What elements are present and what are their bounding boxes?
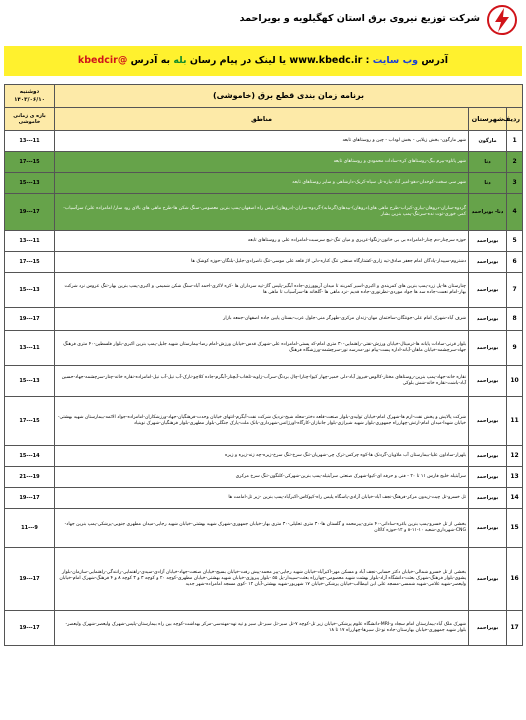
row-number: 3 — [507, 173, 523, 194]
page-header — [0, 0, 526, 38]
row-city: بویراحمد — [469, 308, 507, 331]
row-time: 15---13 — [5, 366, 55, 397]
row-areas: گردوه-ساران-دروهان-بیاری-کیزاب-طرح ماهی های(دروهان)-بیدهای(گرمابه)-گردوه-ساران-(دروهان)-پلیس راه اصفهان-پمپ بنزین معصومی-سنگ شکن ها-طرح ماهی های بالای رود سار/ امامزاده علی/ سرآسیاب-کمی خوری-توت نده-سرتنگ-پمپ بنزین بشار — [55, 194, 469, 231]
row-time: 19---17 — [5, 488, 55, 509]
date-cell — [5, 85, 55, 108]
row-number: 4 — [507, 194, 523, 231]
row-city: بویراحمد — [469, 252, 507, 273]
row-number: 6 — [507, 252, 523, 273]
table-row — [5, 273, 523, 308]
row-areas: شهر سی سخت-کوخدان-دهو-امیر آباد-بیاره-تل سیاه-کریک-دارشاهی و سایر روستاهای تابعه — [55, 173, 469, 194]
row-number: 11 — [507, 397, 523, 446]
row-city: دنا — [469, 173, 507, 194]
row-city: بویراحمد — [469, 273, 507, 308]
banner-colon: : — [365, 55, 370, 66]
row-time: 11---9 — [5, 509, 55, 548]
row-areas: چنارستان ها-پل زرد-پمپ بنزین های کمربندی و اکبری-اسیر کمربند تا میدان آرپوورزی-جاده آبگیر-پلیس گاز-تپه سرداران ها -کره لاکری-احمد آباد-سنگ شکن شمیمی و اکبری-پمپ بنزین بهار-تنگ عروس نزد شرکت بهار-امام نعمت-جاده سد ها جواد موردی-نظرنوری-جاده قدیم -نزد ماهی ها -گلخانه ها-سرآسیاب تا ماهی ها — [55, 273, 469, 308]
row-number: 16 — [507, 548, 523, 611]
row-city: بویراحمد — [469, 397, 507, 446]
row-number: 2 — [507, 152, 523, 173]
row-areas: تل خسرو-تل چیت-زیدون مرکز-فرهنگ-نجف آباد-خیابان آزادی-پاسگاه پلیس راه-کیوکاس-اکبرآباد-پمپ بنزین -زیر تل-امامت ها — [55, 488, 469, 509]
company-name: شرکت توزیع نیروی برق استان کهگیلویه و بویراحمد — [239, 13, 480, 24]
row-areas: دشتروم-سپیدار-پادگان امام جعفر صادق-تیه زاری-کشتارگاه صنعتی تنگ کناره-دلی لاژ قلعه علی موسی-تنگ ناصرادی-جلیل-بلنگان-حوزه کوشک ها — [55, 252, 469, 273]
row-city: بویراحمد — [469, 446, 507, 467]
row-city: بویراحمد — [469, 611, 507, 646]
row-time: 17---15 — [5, 152, 55, 173]
table-row — [5, 152, 523, 173]
header-areas: مناطق — [55, 108, 469, 131]
table-row — [5, 331, 523, 366]
row-areas: حوزه سرچنار-دم چنار-امامزاده بی بی خاتون-زنگوا-عزیزی و میان تنگ-نیچ سرسبت-امامزاده علی و روستاهای تابعه — [55, 231, 469, 252]
row-time: 15---13 — [5, 173, 55, 194]
row-time: 19---17 — [5, 194, 55, 231]
table-row — [5, 231, 523, 252]
date-value: ۱۴۰۳/۰۶/۱۰ — [14, 97, 45, 103]
row-time: 21---19 — [5, 467, 55, 488]
row-areas: بخشی از تل خسرو-پمپ بنزین باغره-ساداتی-۴۰ متری-پیرمحمد و گلستان ها-۳۰ متری تحلیلی-۳۰ متری بهار-خیابان جمهوری-شهرک شهید بهشتی-خیابان شهید رجایی-میدان مطهری جنوبی-پزشکی-پمپ بنزین جهاد-CNG-شهرداری-شعبه ۱۰-۱۱-۸ و ۱۲-حوزه کاکان — [55, 509, 469, 548]
header-city: شهرستان — [469, 108, 507, 131]
row-time: 17---15 — [5, 397, 55, 446]
row-number: 15 — [507, 509, 523, 548]
table-row — [5, 548, 523, 611]
table-title: برنامه زمان بندی قطع برق (خاموشی) — [55, 85, 523, 108]
row-city: بویراحمد — [469, 467, 507, 488]
row-time: 19---17 — [5, 548, 55, 611]
row-areas: بلوار قرنی-سادات پایانه ها-ترمینال-خیابان ورزش-نفتی-راهنمایی-۳۰ متری امام-کد پستی-امامزاده علی-شهرک قدس-خیابان ورزش-امام رضا-بیمارستان شهید جلیل-پمپ بنزین اکبری-بلوار فلسطین-۴۰ متری فرهنگ جهاد-سرچشمه-خیابان ماهان-آبانه-اداره پست-پیام نور-مدرسه نور-سرچشمه-ورزشگاه فرهنگ — [55, 331, 469, 366]
table-row — [5, 131, 523, 152]
row-time: 17---15 — [5, 252, 55, 273]
table-row — [5, 397, 523, 446]
row-city: بویراحمد — [469, 488, 507, 509]
row-number: 1 — [507, 131, 523, 152]
header-time: بازه ی زمانی خاموشی — [5, 108, 55, 131]
website-url-link[interactable]: www.kbedc.ir — [289, 55, 363, 66]
table-row — [5, 308, 523, 331]
row-time: 13---11 — [5, 231, 55, 252]
row-city: دنا — [469, 152, 507, 173]
row-number: 13 — [507, 467, 523, 488]
row-city: مارگون — [469, 131, 507, 152]
row-areas: بلهزار-ساداون علیا-بیمارستان آب ملاویان-گردنک ها-کوه چرکس-ترک چی-شهریان-تنگ سرخ-تنگ سرخ-زیره-چه زنه-زیره و زیره — [55, 446, 469, 467]
row-areas: نقاره خانه-جهاد-پمپ بنزین-روستاهای مختار-کالوس-فیروز آباد-دلی خمیر-چهار کیوا-چنارا-چال بردنگ-سرآب-زاویه-تلخاب-آبچنار-آبگرم-جاده کلاچو-نارک-آب نیل-آب نیل-امامزاده-نقاره خانه-چنار-سرچشمه-جهاد-حسین آباد-باشت-نقاره خانه-شش بلوکی — [55, 366, 469, 397]
row-areas: شرکت پالایش و پخش نفت-ارم ها-شهرک امام-خیابان تولیدی-بلوار صنعت-قلعه دختر-محله شیخ-نزدیک شرکت نفت-آبگرم-انتهای خیابان وحدت-فرهنگیان-جهاد-ورزشکاران-امامزاده-جواد الائمه-بیمارستان شهید بهشتی-خیابان شهدا-میدان امام-ارتش-چهارراه جمهوری-بلوار شهید شیرازی-بلوار جانبازان-کارگاه-اورژانس-شهرداری-بانک ملت-پارک جنگلی-بلوار مطهری-بلوار فرهنگیان-شهرک نوبنیاد — [55, 397, 469, 446]
header-no: ردیف — [507, 108, 523, 131]
row-time: 19---17 — [5, 611, 55, 646]
outage-schedule-table — [4, 84, 523, 646]
messenger-handle-link[interactable]: @kbedcir — [77, 55, 128, 66]
row-city: بویراحمد — [469, 548, 507, 611]
row-number: 8 — [507, 308, 523, 331]
row-number: 17 — [507, 611, 523, 646]
table-row — [5, 509, 523, 548]
lightning-logo-icon — [486, 4, 518, 36]
address-banner — [4, 46, 522, 76]
banner-suffix: به آدرس — [130, 55, 171, 66]
column-header-row — [5, 108, 523, 131]
table-row — [5, 446, 523, 467]
table-row — [5, 488, 523, 509]
table-row — [5, 611, 523, 646]
table-row — [5, 366, 523, 397]
row-areas: بخشی از تل خسرو شمالی-خیابان دکتر حسابی-نجف آباد و مسکن مهر-اکبرآباد-خیابان شهید رجایی-پیر محمد-پیش رفت-خیابان بسیج-خیابان صنعت-جهاد-خیابان آزادی-سیدی-راهنمایی-رانندگی-راهنمایی-سازمان-بلوار پشوی-بلوار فرهنگ-شهرک بعثت-دانشگاه آزاد-بلوار بهشت شهید معصومی-چهارراه بعثت-سپیدار-پل ۵۵ -بلوار پیروزی-خیابان شهید بهشتی-خیابان مطهری-کوچه ۲۰ و کوچه ۳ و ۳ کوچه ۸ و ۴ فرهنگ-شهرک امام-خیابان ولیعصر-شهید غلامی-شهید شمسی-مسجد علی ابن ابیطالب-خیابان پزشکی-خیابان ۱۷ شهریور-شهید بهشتی-آبان ۱۲ -کوی مسجد امامزاده-شهر جدید — [55, 548, 469, 611]
row-number: 7 — [507, 273, 523, 308]
banner-app-name: بله — [173, 55, 187, 66]
table-row — [5, 194, 523, 231]
row-areas: سرآبتیله خلیج فارس ۱۱ تا ۲۰ - فنی و حرفه ای-کیوا-شهرک صنعتی سرآبتیله-پمپ بنزین-شهرکی-کلنگون-تنگ سرخ مرکزی — [55, 467, 469, 488]
row-time: 15---13 — [5, 273, 55, 308]
row-city: بویراحمد — [469, 366, 507, 397]
row-time: 13---11 — [5, 131, 55, 152]
row-areas: شرف آباد-شهرک امام علی-جونتگان-ساختمان مهان-زندان مرکزی-طهرگر منی-جلول عرب-بستان پایین جاده اصفهان-جمعه بازار — [55, 308, 469, 331]
row-time: 13---11 — [5, 331, 55, 366]
title-row — [5, 85, 523, 108]
row-number: 9 — [507, 331, 523, 366]
row-time: 15---14 — [5, 446, 55, 467]
row-areas: شهر پاتاوه-بیرم بیگ-روستاهای کره-سادات محمودی و روستاهای تابعه — [55, 152, 469, 173]
row-number: 10 — [507, 366, 523, 397]
row-areas: شهرک ملک آباد-بیمارستان امام سجاد و-MRI-دانشگاه علوم پزشکی-خیابان زیر تل-کوچه ۷-تل سبز-تل سبز-تل سبز و تپه نهد-مهندسی-مرکز بهداشت-کوچه بین راه بیمارستان-پلیس-شهرک ولیعصر-شهرک ولیعصر-بلوار شهید جمهوری-خیابان بهارستان-جاده نو-تل سبزها-چهارراه ۱۷ تا ۱۸ — [55, 611, 469, 646]
table-row — [5, 252, 523, 273]
row-number: 5 — [507, 231, 523, 252]
row-areas: شهر مارگون- بخش زیلایی - بخش لوداب - چین و روستاهای تابعه — [55, 131, 469, 152]
row-number: 12 — [507, 446, 523, 467]
table-row — [5, 173, 523, 194]
date-day: دوشنبه — [19, 89, 40, 95]
banner-prefix: آدرس — [421, 55, 449, 66]
row-time: 19---17 — [5, 308, 55, 331]
row-city: بویراحمد — [469, 331, 507, 366]
row-city: دنا- بویراحمد — [469, 194, 507, 231]
row-number: 14 — [507, 488, 523, 509]
banner-website-label: وب سایت — [372, 55, 419, 66]
row-city: بویراحمد — [469, 231, 507, 252]
banner-middle: یا لینک در پیام رسان — [189, 55, 287, 66]
row-city: بویراحمد — [469, 509, 507, 548]
table-row — [5, 467, 523, 488]
